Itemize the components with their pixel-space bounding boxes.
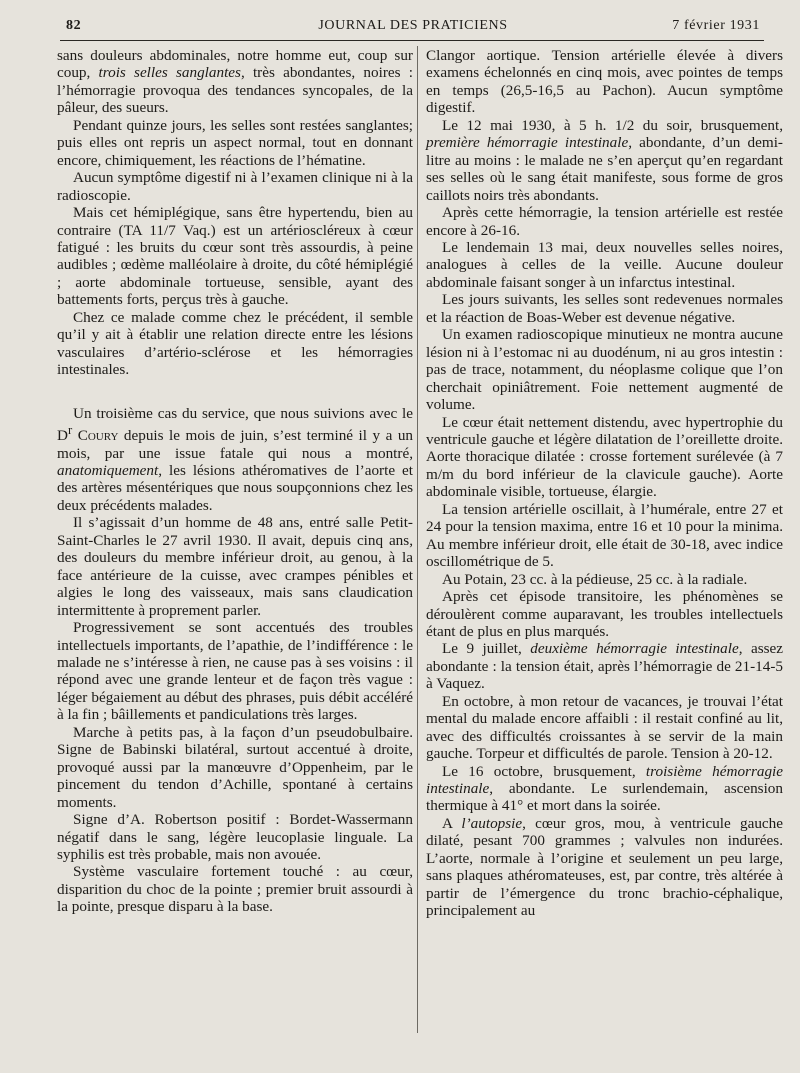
- section-gap: [57, 379, 413, 405]
- page-number: 82: [66, 18, 82, 33]
- paragraph: Le 9 juillet, deuxième hémorragie intestinale, assez abondante : la tension était, après l’hémorragie de 21-14-5 à Vaquez.: [426, 640, 783, 693]
- paragraph: Il s’agissait d’un homme de 48 ans, entré salle Petit-Saint-Charles le 27 avril 1930. Il avait, depuis cinq ans, des douleurs du membre inférieur droit, au genou, à la face antérieure de la cuisse, avec crampes pénibles et algies le long des vaisseaux, mais sans claudication intermittente à proprement parler.: [57, 514, 413, 619]
- column-divider: [417, 46, 418, 1033]
- paragraph: Clangor aortique. Tension artérielle élevée à divers examens échelonnés en cinq mois, avec pointes de temps en temps (26,5-16,5 au Pachon). Aucun symptôme digestif.: [426, 47, 783, 117]
- paragraph: Un troisième cas du service, que nous suivions avec le $D^r$ Coury depuis le mois de juin, s’est terminé il y a un mois, par une issue fatale qui nous a montré, anatomiquement, les lésions athéromatives de l’aorte et des artères mésentériques que nous soupçonnions chez les deux précédents malades.: [57, 404, 414, 514]
- header-rule: [60, 40, 764, 41]
- paragraph: A l’autopsie, cœur gros, mou, à ventricule gauche dilaté, pesant 700 grammes ; valvules non indurées. L’aorte, normale à l’origine et seulement un peu large, sans plaques athéromateuses, est, par contre, très altérée à partir de l’émergence du tronc brachio-céphalique, principalement au: [426, 814, 783, 920]
- paragraph: Signe d’A. Robertson positif : Bordet-Wassermann négatif dans le sang, légère leucoplasie linguale. La syphilis est très probable, mais non avouée.: [57, 811, 413, 863]
- paragraph: Pendant quinze jours, les selles sont restées sanglantes; puis elles ont repris un aspect normal, tout en donnant encore, chimiquement, les réactions de l’hématine.: [57, 116, 413, 169]
- right-column: [426, 47, 783, 920]
- paragraph: Le 12 mai 1930, à 5 h. 1/2 du soir, brusquement, première hémorragie intestinale, abondante, d’un demi-litre au moins : le malade ne s’en aperçut qu’en regardant ses selles où le sang était manifeste, sous forme de gros caillots noirs très abondants.: [426, 116, 783, 204]
- paragraph: Les jours suivants, les selles sont redevenues normales et la réaction de Boas-Weber est devenue négative.: [426, 291, 783, 326]
- left-column: [57, 47, 413, 916]
- paragraph: Au Potain, 23 cc. à la pédieuse, 25 cc. à la radiale.: [442, 570, 748, 588]
- journal-title: JOURNAL DES PRATICIENS: [318, 18, 508, 33]
- paragraph: sans douleurs abdominales, notre homme eut, coup sur coup, trois selles sanglantes, très abondantes, noires : l’hémorragie provoqua des tendances syncopales, de la pâleur, des sueurs.: [57, 47, 413, 117]
- paragraph: Marche à petits pas, à la façon d’un pseudobulbaire. Signe de Babinski bilatéral, surtout accentué à droite, provoqué aussi par la manœuvre d’Oppenheim, par le pincement du tendon d’Achille, spontané à certains moments.: [57, 723, 413, 811]
- paragraph: Le lendemain 13 mai, deux nouvelles selles noires, analogues à celles de la veille. Aucune douleur abdominale faisant songer à un infarctus intestinal.: [426, 238, 783, 291]
- paragraph: Aucun symptôme digestif ni à l’examen clinique ni à la radioscopie.: [57, 169, 413, 204]
- paragraph: Chez ce malade comme chez le précédent, il semble qu’il y ait à établir une relation directe entre les lésions vasculaires d’artério-sclérose et les hémorragies intestinales.: [57, 308, 413, 379]
- paragraph: La tension artérielle oscillait, à l’humérale, entre 27 et 24 pour la tension maxima, entre 16 et 10 pour la minima. Au membre inférieur droit, elle était de 30-18, avec indice oscillométrique de 5.: [426, 500, 783, 571]
- paragraph: Système vasculaire fortement touché : au cœur, disparition du choc de la pointe ; premier bruit assourdi à la pointe, presque disparu à la base.: [57, 863, 413, 916]
- paragraph: Le cœur était nettement distendu, avec hypertrophie du ventricule gauche et légère dilatation de l’oreillette droite. Aorte thoracique dilatée : crosse fortement surélevée (à 7 m/m du bord inférieur de la clavicule gauche). Aorte abdominale visible, tortueuse, élargie.: [426, 413, 783, 501]
- issue-date: 7 février 1931: [672, 18, 760, 33]
- paragraph: Mais cet hémiplégique, sans être hypertendu, bien au contraire (TA 11/7 Vaq.) est un artérioscléreux à cœur fatigué : les bruits du cœur sont très assourdis, à peine audibles ; œdème malléolaire à droite, du côté hémiplégié ; aorte abdominale tortueuse, sensible, ayant des battements forts, perçus très à gauche.: [57, 204, 413, 309]
- running-header: [66, 18, 760, 40]
- paragraph: Progressivement se sont accentués des troubles intellectuels importants, de l’apathie, de l’indifférence : le malade ne s’intéresse à rien, ne cause pas à ses voisins : il répond avec une grande lenteur et de façon très vague : léger bégaiement au début des phrases, puis débit accéléré à la fin ; bâillements et pandiculations très larges.: [57, 619, 413, 724]
- paragraph: Après cet épisode transitoire, les phénomènes se déroulèrent comme auparavant, les troubles intellectuels étant de plus en plus marqués.: [426, 588, 783, 640]
- paragraph: En octobre, à mon retour de vacances, je trouvai l’état mental du malade encore affaibli : il restait confiné au lit, avec des difficultés croissantes à se servir de la main gauche. Torpeur et difficultés de parole. Tension à 20-12.: [426, 692, 783, 763]
- paragraph: Après cette hémorragie, la tension artérielle est restée encore à 26-16.: [426, 204, 783, 239]
- paragraph: Le 16 octobre, brusquement, troisième hémorragie intestinale, abondante. Le surlendemain, ascension thermique à 41° et mort dans la soirée.: [426, 762, 784, 815]
- paragraph: Un examen radioscopique minutieux ne montra aucune lésion ni à l’estomac ni au duodénum, ni au gros intestin : pas de trace, notamment, du néoplasme colique que l’on cherchait opiniâtrement. Foie nettement augmenté de volume.: [426, 326, 783, 414]
